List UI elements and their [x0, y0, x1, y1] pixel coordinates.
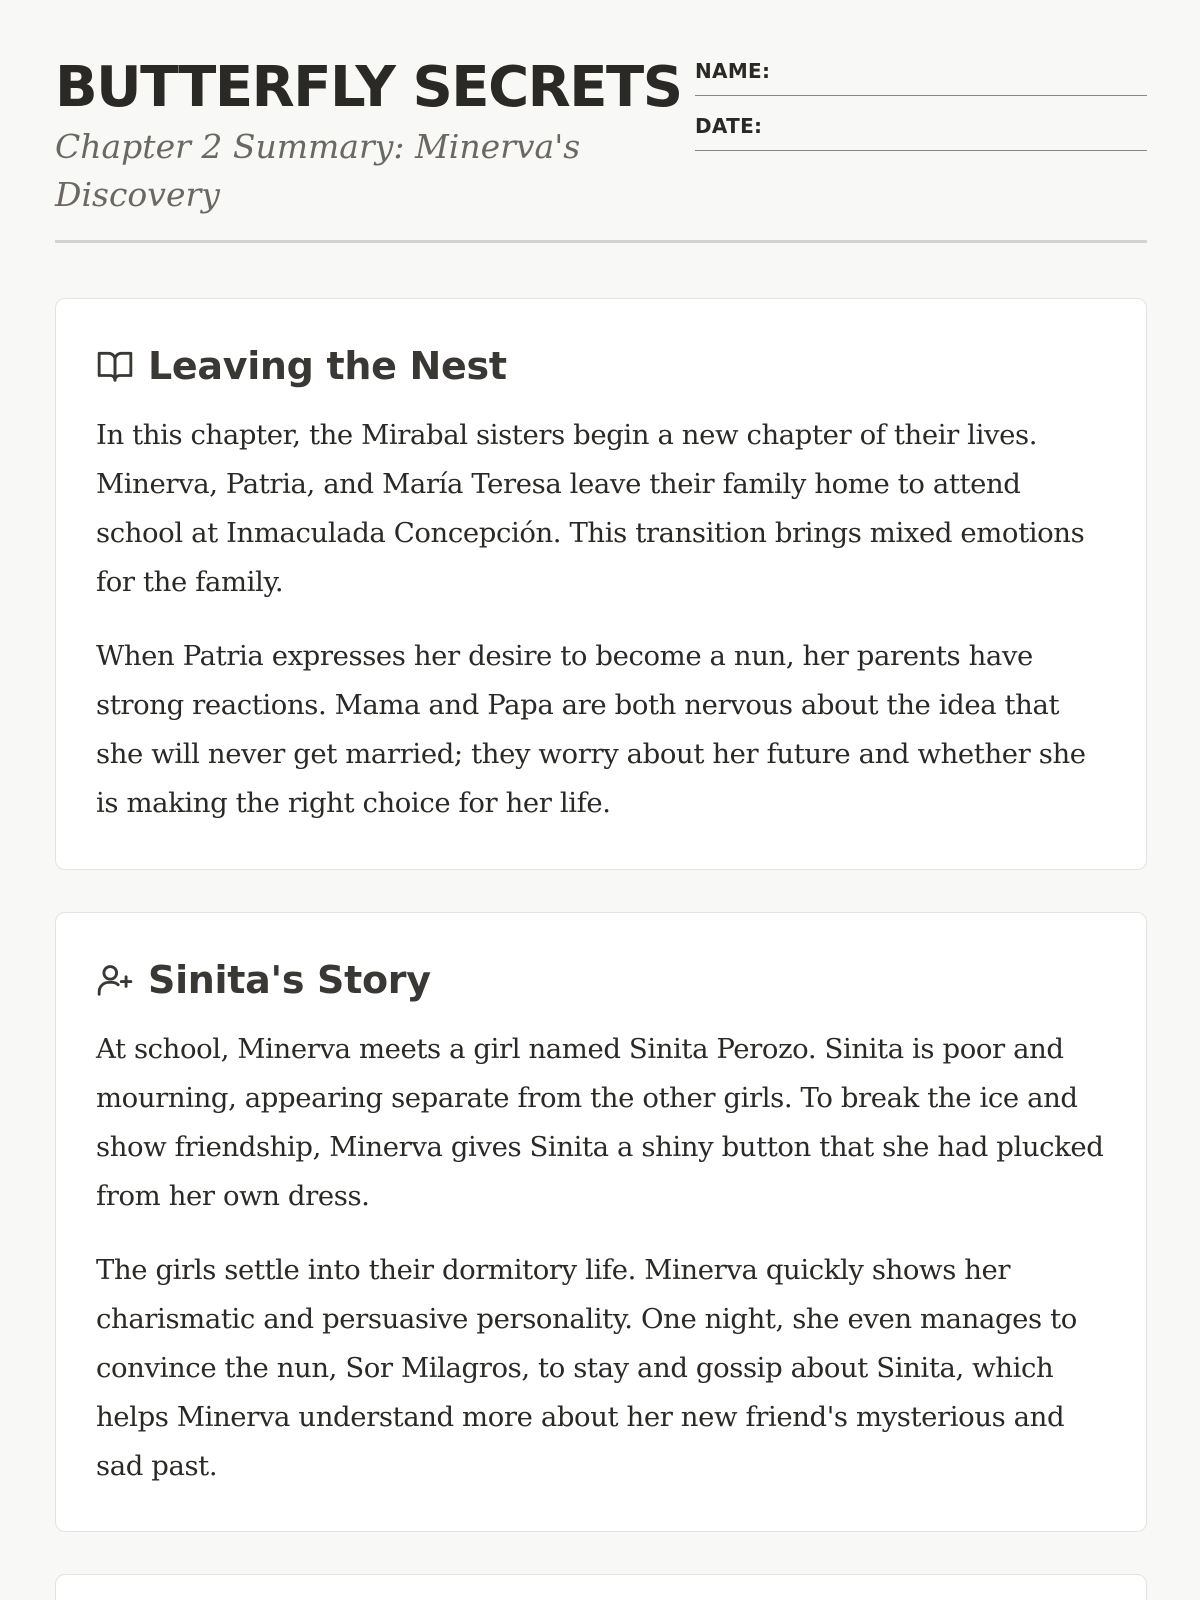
section-body — [96, 1025, 1106, 1516]
section-body — [96, 411, 1106, 853]
section-heading — [96, 341, 507, 391]
section-card-next — [55, 1574, 1147, 1600]
section-card-leaving-the-nest — [55, 298, 1147, 870]
paragraph: When Patria expresses her desire to become a nun, her parents have strong reactions. Mama and Papa are both nervous about the idea that she will never get married; they worry about her future and whether she is making the right choice for her life. — [96, 640, 1086, 819]
paragraph: In this chapter, the Mirabal sisters begin a new chapter of their lives. Minerva, Patria, and María Teresa leave their family home to attend school at Inmaculada Concepción. This transition brings mixed emotions for the family. — [96, 419, 1085, 598]
page-title: BUTTERFLY SECRETS — [55, 55, 682, 120]
open-book-icon — [96, 347, 134, 385]
section-heading — [96, 955, 431, 1005]
name-field[interactable] — [695, 56, 1147, 96]
date-field[interactable] — [695, 111, 1147, 151]
date-label: DATE: — [695, 114, 763, 138]
section-card-sinitas-story — [55, 912, 1147, 1532]
paragraph: The girls settle into their dormitory life. Minerva quickly shows her charismatic and persuasive personality. One night, she even manages to convince the nun, Sor Milagros, to stay and gossip about Sinita, which helps Minerva understand more about her new friend's mysterious and sad past. — [96, 1254, 1077, 1482]
header-divider — [55, 240, 1147, 243]
name-label: NAME: — [695, 59, 771, 83]
paragraph: At school, Minerva meets a girl named Sinita Perozo. Sinita is poor and mourning, appearing separate from the other girls. To break the ice and show friendship, Minerva gives Sinita a shiny button that she had plucked from her own dress. — [96, 1033, 1104, 1212]
user-plus-icon — [96, 961, 134, 999]
page-subtitle: Chapter 2 Summary: Minerva's Discovery — [55, 127, 581, 214]
section-title: Sinita's Story — [148, 958, 431, 1002]
worksheet-header — [55, 56, 1147, 242]
section-title: Leaving the Nest — [148, 344, 507, 388]
